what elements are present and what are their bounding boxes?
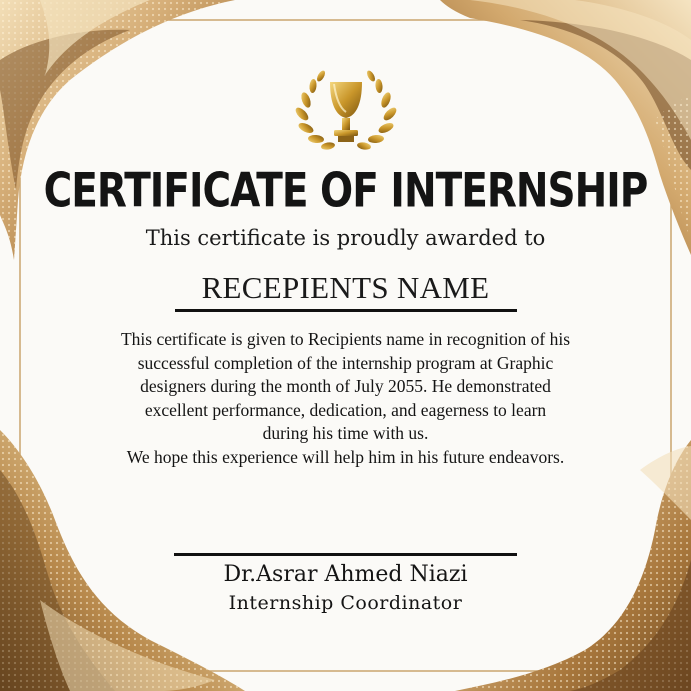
certificate-body: [70, 328, 621, 469]
body-line: This certificate is given to Recipients name in recognition of his: [120, 329, 571, 349]
recipient-underline: [175, 309, 517, 312]
body-line: excellent performance, dedication, and eagerness to learn: [144, 399, 547, 420]
trophy-with-laurel-icon: [292, 62, 400, 154]
body-line: designers during the month of July 2055. He demonstrated: [140, 376, 551, 396]
signatory-name: Dr.Asrar Ahmed Niazi: [223, 562, 468, 587]
signature-line: [174, 553, 517, 556]
signatory-role: Internship Coordinator: [228, 592, 463, 614]
body-line: during his time with us.: [262, 423, 429, 443]
recipient-name: RECEPIENTS NAME: [201, 270, 490, 305]
body-line: We hope this experience will help him in his future endeavors.: [126, 446, 565, 467]
certificate-title: CERTIFICATE OF INTERNSHIP: [43, 164, 648, 219]
award-subtitle: This certificate is proudly awarded to: [145, 226, 546, 250]
body-line: successful completion of the internship program at Graphic: [137, 352, 554, 373]
